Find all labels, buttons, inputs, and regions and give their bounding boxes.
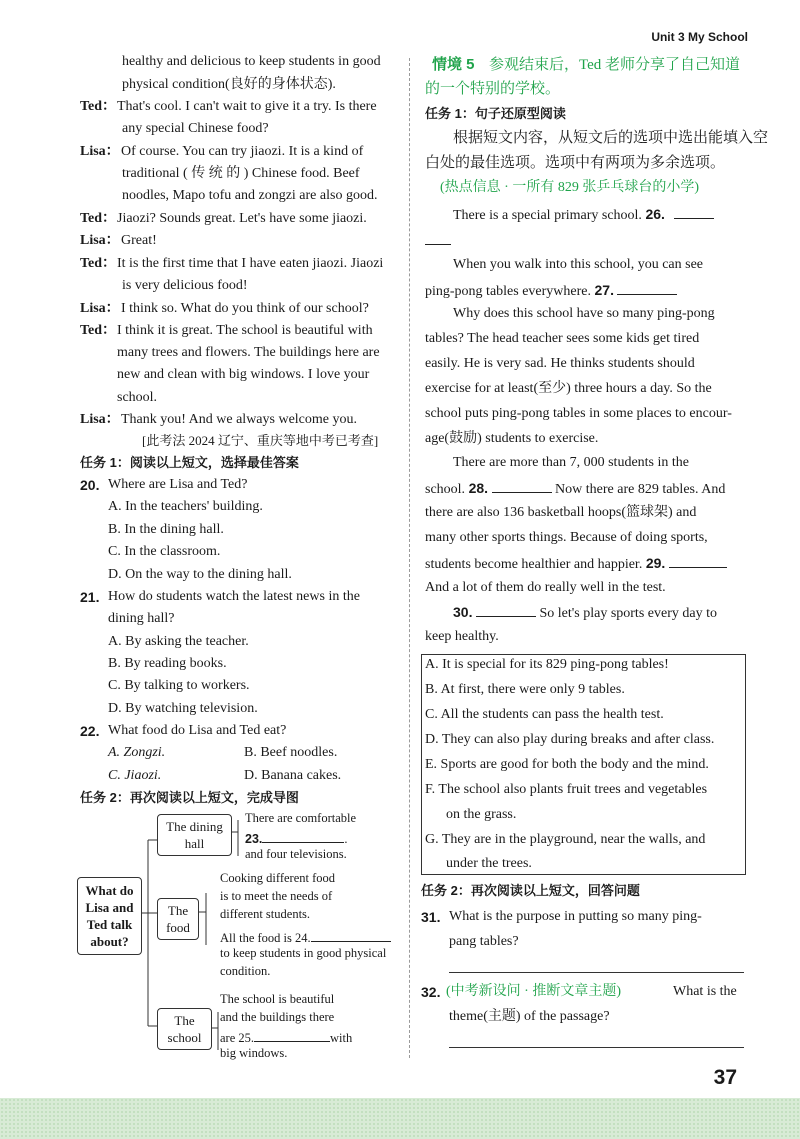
option-g: G. They are in the playground, near the walls, and [425,832,706,847]
speaker-lisa: Lisa： [80,301,120,316]
question-number: 32. [421,984,441,1000]
task1-title: 任务 1：阅读以上短文，选择最佳答案 [80,455,299,470]
blank-number: 27. [594,282,614,298]
passage-line: And a lot of them do really well in the test. [425,580,666,595]
mindmap-text: is to meet the needs of [220,889,333,903]
dialogue-line: physical condition(良好的身体状态). [122,77,336,92]
branch-label: The food [166,903,190,935]
passage-text: ping-pong tables everywhere. [425,284,591,299]
option-f: F. The school also plants fruit trees and vegetables [425,782,708,797]
option-g-cont: under the trees. [446,856,532,871]
dialogue-line: school. [117,390,158,405]
passage-line [425,280,677,302]
passage-line: There are more than 7, 000 students in the [453,455,689,470]
dialogue-line: Of course. You can try jiaozi. It is a kind of [121,144,364,159]
blank-label: All the food is 24. [220,931,311,945]
dialogue-line: traditional ( 传 统 的 ) Chinese food. Beef [122,166,360,181]
instruction: 根据短文内容，从短文后的选项中选出能填入空 [453,130,769,146]
blank-number: 23. [245,832,263,846]
option: D. On the way to the dining hall. [108,567,292,582]
speaker-lisa: Lisa： [80,144,120,159]
mindmap-text: different students. [220,907,311,921]
dialogue-line: noodles, Mapo tofu and zongzi are also good. [122,188,378,203]
option: A. Zongzi. [108,745,166,760]
running-header: Unit 3 My School [651,30,748,44]
passage-line: tables? The head teacher sees some kids get tired [425,331,700,346]
mindmap-text: The school is beautiful [220,992,335,1006]
mindmap-text: big windows. [220,1046,288,1060]
dialogue-line: new and clean with big windows. I love your [117,367,370,382]
mindmap-text: Cooking different food [220,871,336,885]
answer-line-32[interactable] [449,1047,744,1048]
mindmap-blank-25 [220,1027,352,1047]
speaker-lisa: Lisa： [80,233,120,248]
passage-line [453,602,717,624]
question-number: 31. [421,909,441,925]
mindmap-branch-dining-hall [157,814,232,856]
option: B. Beef noodles. [244,745,338,760]
passage-line: exercise for at least(至少) three hours a day. So the [425,381,712,396]
option: C. By talking to workers. [108,678,250,693]
question-tag: (中考新设问 · 推断文章主题) [446,984,621,999]
mindmap-text: and four televisions. [245,847,347,861]
speaker-ted: Ted： [80,99,117,114]
answer-blank[interactable] [311,927,391,942]
passage-line: age(鼓励) students to exercise. [425,431,599,446]
answer-line-31[interactable] [449,972,744,973]
mindmap-text: and the buildings there [220,1010,335,1024]
page-number: 37 [713,1066,737,1089]
scenario-text: 的一个特别的学校。 [425,81,561,97]
mindmap-root-label: What do Lisa and Ted talk about? [85,883,134,949]
speaker-ted: Ted： [80,323,117,338]
answer-blank-30[interactable] [476,602,536,617]
answer-blank-26-cont[interactable] [425,230,451,245]
mindmap-text: There are comfortable [245,811,357,825]
answer-blank-29[interactable] [669,553,727,568]
question-number: 21. [80,589,100,605]
question-stem: What food do Lisa and Ted eat? [108,723,287,738]
branch-label: The dining hall [166,819,223,851]
mindmap-branch-food [157,898,199,940]
passage-line: keep healthy. [425,629,499,644]
option: A. By asking the teacher. [108,634,249,649]
passage-line [453,204,714,226]
task1-title: 任务 1：句子还原型阅读 [425,106,566,121]
passage-text: Now there are 829 tables. And [555,482,726,497]
passage-line [425,553,727,575]
passage-text: There is a special primary school. [453,208,642,223]
option: D. Banana cakes. [244,768,342,783]
option: C. In the classroom. [108,544,221,559]
task2-title: 任务 2：再次阅读以上短文，回答问题 [421,883,640,898]
blank-number: 30. [453,604,473,620]
source-note: [此考法 2024 辽宁、重庆等地中考已考查] [142,433,379,448]
question-number: 20. [80,477,100,493]
dialogue-line: Thank you! And we always welcome you. [121,412,357,427]
answer-blank[interactable] [262,828,344,843]
mindmap-text: condition. [220,964,271,978]
dialogue-line: many trees and flowers. The buildings here are [117,345,380,360]
passage-line: Why does this school have so many ping-pong [453,306,715,321]
passage-line [425,478,725,500]
option-d: D. They can also play during breaks and after class. [425,732,715,747]
option: D. By watching television. [108,701,258,716]
passage-line: When you walk into this school, you can see [453,257,704,272]
instruction: 白处的最佳选项。选项中有两项为多余选项。 [425,155,726,171]
dialogue-line: any special Chinese food? [122,121,269,136]
option-a: A. It is special for its 829 ping-pong tables! [425,657,669,672]
answer-blank[interactable] [254,1027,330,1042]
passage-line: school puts ping-pong tables in some places to encour- [425,406,732,421]
mindmap-branch-school [157,1008,212,1050]
mindmap-blank-23 [245,828,348,848]
speaker-ted: Ted： [80,211,117,226]
mindmap-blank-24 [220,927,391,947]
hot-info-tag: (热点信息 · 一所有 829 张乒乓球台的小学) [440,180,699,195]
dialogue-line: I think it is great. The school is beautiful with [117,323,373,338]
passage-line [425,230,451,252]
punct: . [344,832,348,846]
scenario-label: 情境 5 [432,56,475,73]
option-b: B. At first, there were only 9 tables. [425,682,625,697]
option: B. In the dining hall. [108,522,224,537]
option: B. By reading books. [108,656,227,671]
question-stem: How do students watch the latest news in the [108,589,360,604]
mindmap-text: to keep students in good physical [220,946,387,960]
blank-number: 28. [468,480,489,496]
speaker-ted: Ted： [80,256,117,271]
dialogue-line: Jiaozi? Sounds great. Let's have some jiaozi. [117,211,367,226]
dialogue-line: is very delicious food! [122,278,248,293]
option-c: C. All the students can pass the health test. [425,707,664,722]
question-stem: What is the purpose in putting so many ping- [449,909,702,924]
option-e: E. Sports are good for both the body and the mind. [425,757,709,772]
footer-band [0,1098,800,1139]
question-stem: What is the [673,984,737,999]
mindmap-root [77,877,142,955]
answer-blank-26[interactable] [674,204,714,219]
passage-line: easily. He is very sad. He thinks students should [425,356,695,371]
passage-line: many other sports things. Because of doing sports, [425,530,708,545]
dialogue-line: It is the first time that I have eaten jiaozi. Jiaozi [117,256,384,271]
option-f-cont: on the grass. [446,807,517,822]
passage-line: there are also 136 basketball hoops(篮球架) and [425,505,697,520]
passage-text: school. [425,482,466,497]
passage-text: So let's play sports every day to [539,606,717,621]
passage-text: students become healthier and happier. [425,557,643,572]
option: C. Jiaozi. [108,768,162,783]
scenario-text: 参观结束后，Ted 老师分享了自己知道 [489,57,741,73]
dialogue-line: healthy and delicious to keep students in good [122,54,381,69]
dialogue-line: I think so. What do you think of our school? [121,301,369,316]
option: A. In the teachers' building. [108,499,263,514]
blank-after: with [330,1031,353,1045]
blank-number: 29. [645,555,666,571]
branch-label: The school [167,1013,202,1045]
question-stem: Where are Lisa and Ted? [108,477,248,492]
question-stem: theme(主题) of the passage? [449,1009,610,1024]
answer-blank-28[interactable] [492,478,552,493]
speaker-lisa: Lisa： [80,412,120,427]
blank-number: 26. [645,206,665,222]
dialogue-line: That's cool. I can't wait to give it a try. Is there [117,99,377,114]
answer-blank-27[interactable] [617,280,677,295]
task2-title: 任务 2：再次阅读以上短文，完成导图 [80,790,299,805]
blank-label: are 25. [220,1031,255,1045]
question-number: 22. [80,723,100,739]
question-stem: pang tables? [449,934,519,949]
question-stem: dining hall? [108,611,175,626]
dialogue-line: Great! [121,233,157,248]
